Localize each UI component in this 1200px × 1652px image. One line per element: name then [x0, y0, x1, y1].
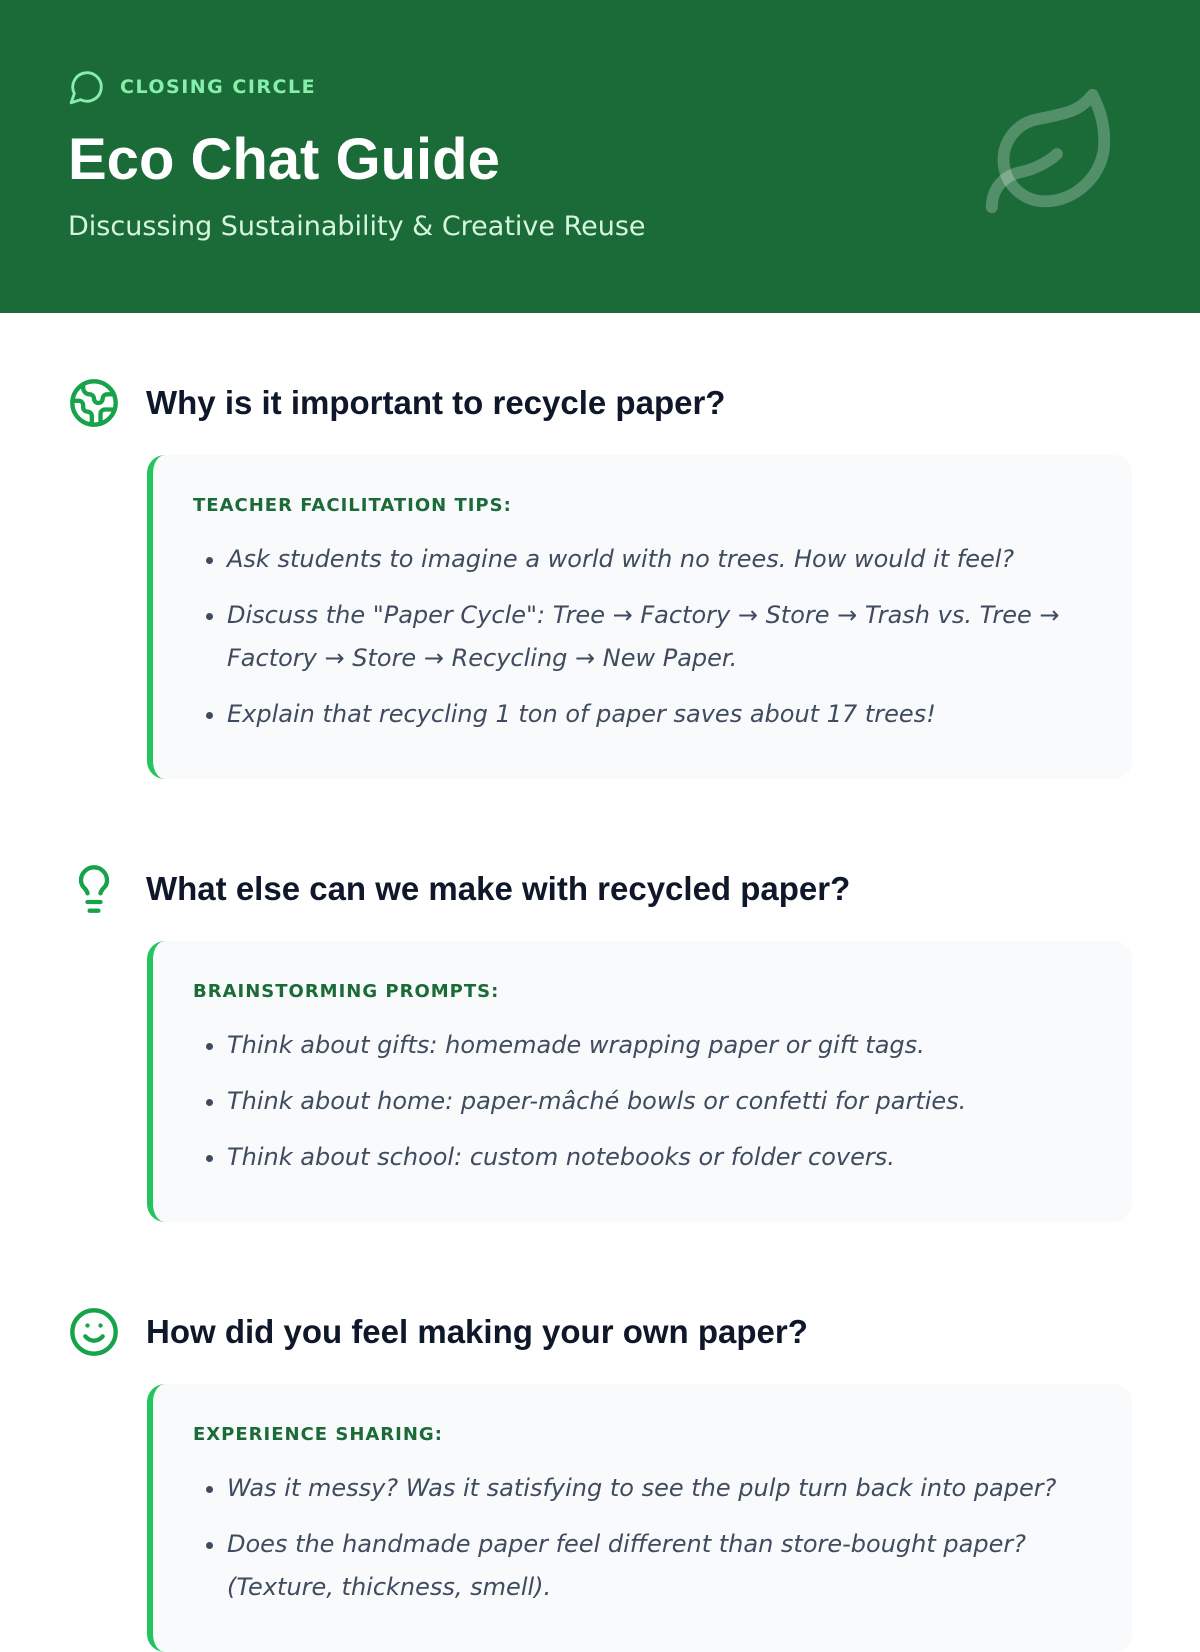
smiley-icon: [68, 1306, 120, 1358]
tips-list: [193, 538, 1092, 736]
card-label: BRAINSTORMING PROMPTS:: [193, 981, 500, 1002]
list-item: • Think about school: custom notebooks or folder covers.: [227, 1136, 1092, 1179]
question-title: How did you feel making your own paper?: [146, 1313, 808, 1350]
globe-icon: [68, 377, 120, 429]
question-title: What else can we make with recycled paper?: [146, 870, 851, 907]
list-item: • Think about gifts: homemade wrapping paper or gift tags.: [227, 1024, 1092, 1067]
eyebrow-text: CLOSING CIRCLE: [120, 76, 317, 98]
prompts-card: [147, 941, 1132, 1222]
list-item: • Ask students to imagine a world with no trees. How would it feel?: [227, 538, 1092, 581]
question-heading: [68, 1304, 1132, 1360]
question-title: Why is it important to recycle paper?: [146, 384, 726, 421]
sharing-list: [193, 1467, 1092, 1609]
card-label: EXPERIENCE SHARING:: [193, 1424, 443, 1445]
lightbulb-icon: [68, 863, 120, 915]
question-heading: [68, 375, 1132, 431]
header: [0, 0, 1200, 313]
page-subtitle: Discussing Sustainability & Creative Reuse: [68, 211, 646, 242]
leaf-icon: [980, 83, 1122, 225]
main-content: [0, 313, 1200, 1652]
list-item: • Think about home: paper-mâché bowls or confetti for parties.: [227, 1080, 1092, 1123]
list-item: • Does the handmade paper feel different than store-bought paper? (Texture, thickness, smell).: [227, 1523, 1092, 1609]
question-section: [68, 375, 1132, 779]
list-item: • Was it messy? Was it satisfying to see the pulp turn back into paper?: [227, 1467, 1092, 1510]
page-title: Eco Chat Guide: [68, 127, 500, 192]
sharing-card: [147, 1384, 1132, 1652]
chat-bubble-icon: [68, 68, 106, 106]
list-item: • Explain that recycling 1 ton of paper saves about 17 trees!: [227, 693, 1092, 736]
list-item: • Discuss the "Paper Cycle": Tree → Factory → Store → Trash vs. Tree → Factory → Store → Recycling → New Paper.: [227, 594, 1092, 680]
question-heading: [68, 861, 1132, 917]
prompts-list: [193, 1024, 1092, 1179]
question-section: [68, 861, 1132, 1222]
card-label: TEACHER FACILITATION TIPS:: [193, 495, 512, 516]
tips-card: [147, 455, 1132, 779]
